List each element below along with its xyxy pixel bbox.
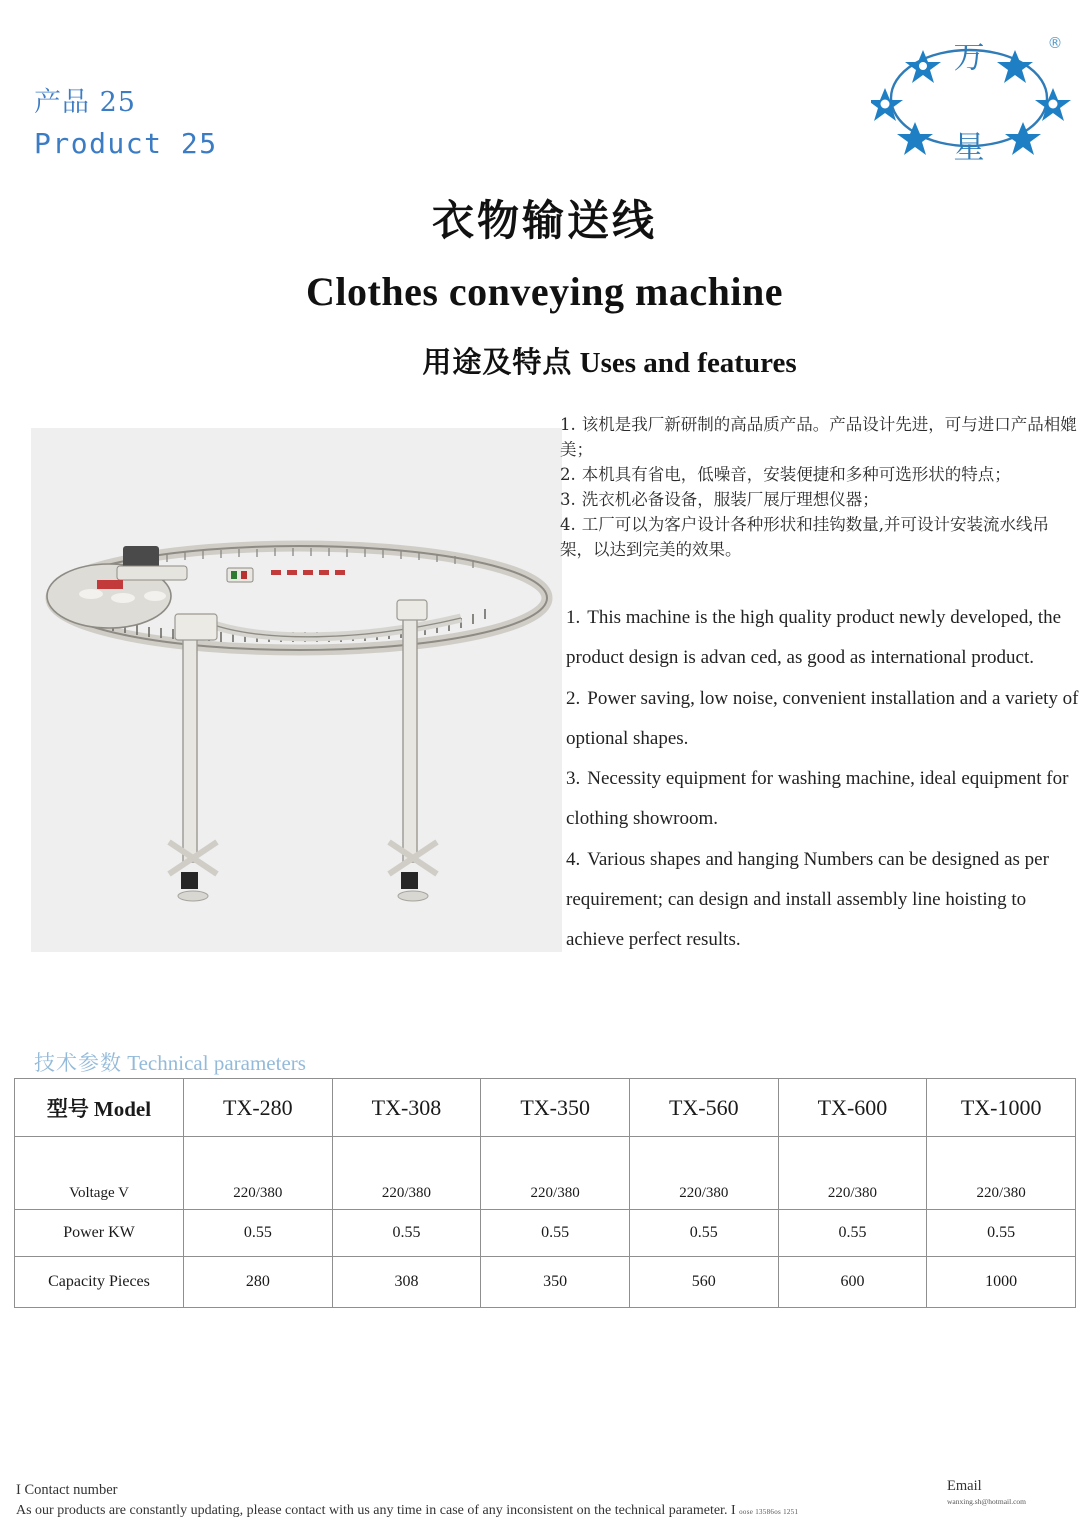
feature-text: 洗衣机必备设备，服装厂展厅理想仪器； [581,490,879,510]
conveyor-illustration [31,428,562,952]
leg-collar-right [397,600,427,620]
leg-collar-left [175,614,217,640]
feature-number: 1. [560,415,576,434]
table-cell-capacity: 600 [778,1257,927,1308]
table-cell-power: 0.55 [481,1210,630,1257]
tech-parameters-table [14,1078,1076,1308]
support-leg-right [403,610,417,862]
table-cell-voltage: 220/380 [332,1137,481,1210]
feature-number: 1. [566,607,581,628]
product-number-en: Product 25 [34,126,218,160]
feature-text: Various shapes and hanging Numbers can be designed as per requirement; can design and install assembly line hoisting to achieve perfect results. [566,848,1049,951]
table-row-power [15,1210,1076,1257]
row-label-capacity: Capacity Pieces [15,1257,184,1308]
foot-pad-left [181,872,198,889]
email-label: Email [947,1478,982,1494]
feature-text: 本机具有省电，低噪音，安装便捷和多种可选形状的特点； [581,465,1011,485]
email-value: wanxing.sh@hotmail.com [947,1497,1026,1506]
feature-number: 2. [560,465,576,485]
table-cell-model: TX-560 [629,1079,778,1137]
table-cell-power: 0.55 [778,1210,927,1257]
disc-slot [79,589,103,599]
foot-base-left [178,891,208,901]
logo-char-xing: 星 [953,130,985,166]
table-cell-voltage: 220/380 [629,1137,778,1210]
disc-slot [144,591,166,601]
feature-text: Power saving, low noise, convenient installation and a variety of optional shapes. [566,687,1079,749]
table-cell-model: TX-600 [778,1079,927,1137]
row-label-voltage: Voltage V [15,1137,184,1210]
feature-number: 4. [566,848,581,870]
motor-bracket [117,566,187,580]
footer-contact-block [16,1480,936,1521]
footer-email-block [947,1478,1077,1506]
table-cell-power: 0.55 [629,1210,778,1257]
feature-number: 4. [560,515,576,535]
feature-item-en [566,679,1082,760]
star-center-dot-icon [919,62,927,70]
feature-item-en [566,840,1082,961]
tech-heading-cn: 技术参数 [34,1051,122,1075]
warning-sticker [97,580,123,589]
table-cell-power: 0.55 [184,1210,333,1257]
control-box [227,568,253,582]
foot-base-right [398,891,428,901]
table-cell-voltage: 220/380 [481,1137,630,1210]
tech-parameters-heading [34,1047,306,1077]
subtitle-cn: 用途及特点 [422,345,573,379]
feature-item-cn [560,512,1080,562]
table-row-voltage [15,1137,1076,1210]
table-cell-model: TX-1000 [927,1079,1076,1137]
control-button-green [231,571,237,579]
features-list-cn [560,412,1080,562]
table-cell-power: 0.55 [332,1210,481,1257]
product-number-block [34,86,218,161]
photo-background [31,428,562,952]
logo-char-wan: 万 [953,40,985,76]
footer-phone-tiny: oose 13586os 1251 [739,1508,799,1517]
features-list-en [566,598,1082,960]
table-row-capacity [15,1257,1076,1308]
table-cell-capacity: 280 [184,1257,333,1308]
row-label-power: Power KW [15,1210,184,1257]
feature-text: Necessity equipment for washing machine, ideal equipment for clothing showroom. [566,768,1069,830]
table-cell-model: TX-350 [481,1079,630,1137]
control-button-red [241,571,247,579]
contact-number-label: I Contact number [16,1482,118,1498]
table-cell-voltage: 220/380 [184,1137,333,1210]
product-number-cn: 产品 25 [34,87,136,118]
feature-item-en [566,598,1082,679]
table-cell-voltage: 220/380 [927,1137,1076,1210]
footer-notice: As our products are constantly updating, please contact with us any time in case of any inconsistent on the technical parameter. I [16,1503,736,1519]
feature-item-cn [560,462,1080,487]
row-label-model-en: Model [93,1096,152,1121]
row-label-model-cn: 型号 [46,1095,89,1121]
feature-item-en [566,759,1082,840]
feature-text: 该机是我厂新研制的高品质产品。产品设计先进，可与进口产品相媲美； [560,415,1077,460]
row-label-model [15,1079,184,1137]
subtitle-en: Uses and features [579,347,797,379]
page-title-en: Clothes conveying machine [306,269,783,314]
feature-item-cn [560,412,1080,462]
registered-mark-icon: ® [1047,34,1063,52]
table-cell-power: 0.55 [927,1210,1076,1257]
feature-text: This machine is the high quality product newly developed, the product design is advan ced, as good as international product. [566,607,1062,669]
table-cell-capacity: 560 [629,1257,778,1308]
disc-slot [111,593,135,603]
product-photo [31,428,562,952]
table-cell-capacity: 350 [481,1257,630,1308]
tech-heading-en: Technical parameters [127,1051,306,1075]
table-cell-capacity: 1000 [927,1257,1076,1308]
brand-logo [871,26,1071,171]
feature-number: 3. [566,768,581,790]
brand-logo-svg [871,26,1071,171]
page-title-cn: 衣物输送线 [431,196,657,245]
table-cell-voltage: 220/380 [778,1137,927,1210]
feature-text: 工厂可以为客户设计各种形状和挂钩数量,并可设计安装流水线吊架，以达到完美的效果。 [560,515,1049,560]
support-leg-left [183,624,197,862]
table-cell-model: TX-280 [184,1079,333,1137]
star-center-dot-icon [881,100,890,109]
foot-pad-right [401,872,418,889]
star-center-dot-icon [1049,100,1058,109]
section-subtitle [0,340,1089,381]
feature-item-cn [560,487,1080,512]
feature-number: 3. [560,490,576,510]
table-cell-model: TX-308 [332,1079,481,1137]
table-cell-capacity: 308 [332,1257,481,1308]
feature-number: 2. [566,687,581,709]
table-row-model [15,1079,1076,1137]
